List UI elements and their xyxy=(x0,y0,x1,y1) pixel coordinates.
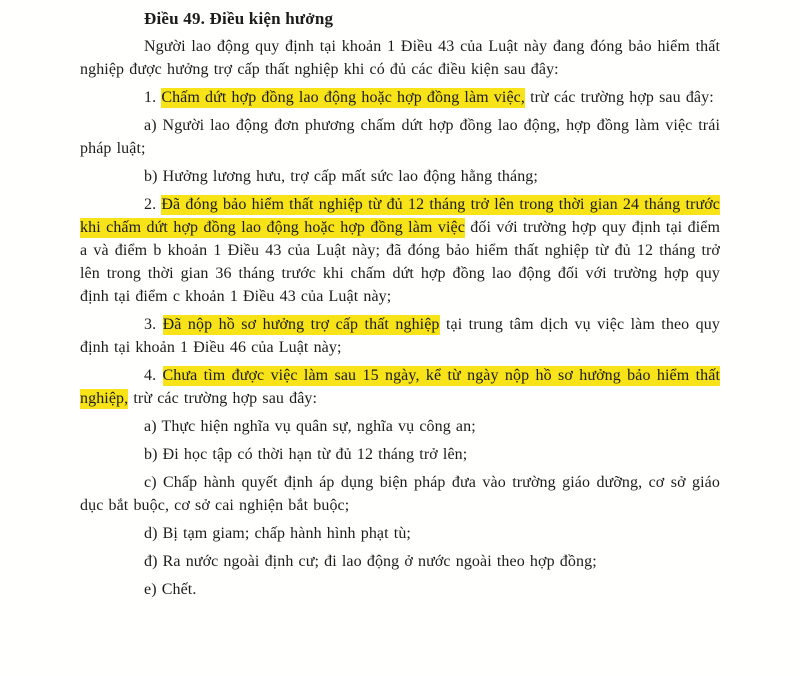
text-segment: b) Hưởng lương hưu, trợ cấp mất sức lao động hằng tháng; xyxy=(144,168,538,185)
paragraph-clause-4-point-c xyxy=(80,471,720,517)
paragraph-clause-1 xyxy=(80,86,720,109)
paragraph-clause-1-point-a xyxy=(80,114,720,160)
text-segment: 2. xyxy=(144,196,162,213)
text-segment: trừ các trường hợp sau đây: xyxy=(524,89,714,106)
text-segment: a) Người lao động đơn phương chấm dứt hợp đồng lao động, hợp đồng làm việc trái pháp luật; xyxy=(80,117,720,157)
article-body xyxy=(80,35,720,601)
text-segment: 4. xyxy=(144,367,163,384)
text-segment: b) Đi học tập có thời hạn từ đủ 12 tháng trở lên; xyxy=(144,446,468,463)
text-segment: trừ các trường hợp sau đây: xyxy=(128,390,318,407)
text-segment: 1. xyxy=(144,89,162,106)
paragraph-clause-4-point-b xyxy=(80,443,720,466)
text-segment: c) Chấp hành quyết định áp dụng biện pháp đưa vào trường giáo dưỡng, cơ sở giáo dục bắt buộc, cơ sở cai nghiện bắt buộc; xyxy=(80,474,720,514)
highlighted-text: Chưa tìm được việc làm sau 15 ngày, kể từ ngày nộp hồ sơ hưởng bảo hiểm thất nghiệp, xyxy=(80,367,720,407)
paragraph-clause-1-point-b xyxy=(80,165,720,188)
paragraph-clause-4-point-dd xyxy=(80,550,720,573)
text-segment: tại trung tâm dịch vụ việc làm theo quy định tại khoản 1 Điều 46 của Luật này; xyxy=(80,316,720,356)
text-segment: 3. xyxy=(144,316,163,333)
highlighted-text: Đã nộp hồ sơ hưởng trợ cấp thất nghiệp xyxy=(162,316,440,333)
highlighted-text: Chấm dứt hợp đồng lao động hoặc hợp đồng làm việc, xyxy=(161,89,525,106)
text-segment: đ) Ra nước ngoài định cư; đi lao động ở nước ngoài theo hợp đồng; xyxy=(144,553,597,570)
text-segment: đối với trường hợp quy định tại điểm a và điểm b khoản 1 Điều 43 của Luật này; đã đóng bảo hiểm thất nghiệp từ đủ 12 tháng trở lên trong thời gian 36 tháng trước khi chấm dứt hợp đồng lao động đối với trường hợp quy định tại điểm c khoản 1 Điều 43 của Luật này; xyxy=(80,219,720,305)
paragraph-intro xyxy=(80,35,720,81)
text-segment: a) Thực hiện nghĩa vụ quân sự, nghĩa vụ công an; xyxy=(144,418,476,435)
paragraph-clause-4-point-d xyxy=(80,522,720,545)
text-segment: e) Chết. xyxy=(144,581,197,598)
paragraph-clause-2 xyxy=(80,193,720,308)
highlighted-text: Đã đóng bảo hiểm thất nghiệp từ đủ 12 tháng trở lên trong thời gian 24 tháng trước khi chấm dứt hợp đồng lao động hoặc hợp đồng làm việc xyxy=(80,196,720,236)
text-segment: Người lao động quy định tại khoản 1 Điều 43 của Luật này đang đóng bảo hiểm thất nghiệp được hưởng trợ cấp thất nghiệp khi có đủ các điều kiện sau đây: xyxy=(80,38,720,78)
paragraph-clause-4-point-a xyxy=(80,415,720,438)
text-segment: d) Bị tạm giam; chấp hành hình phạt tù; xyxy=(144,525,411,542)
paragraph-clause-3 xyxy=(80,313,720,359)
article-title: Điều 49. Điều kiện hưởng xyxy=(144,9,334,28)
paragraph-clause-4-point-e xyxy=(80,578,720,601)
paragraph-clause-4 xyxy=(80,364,720,410)
